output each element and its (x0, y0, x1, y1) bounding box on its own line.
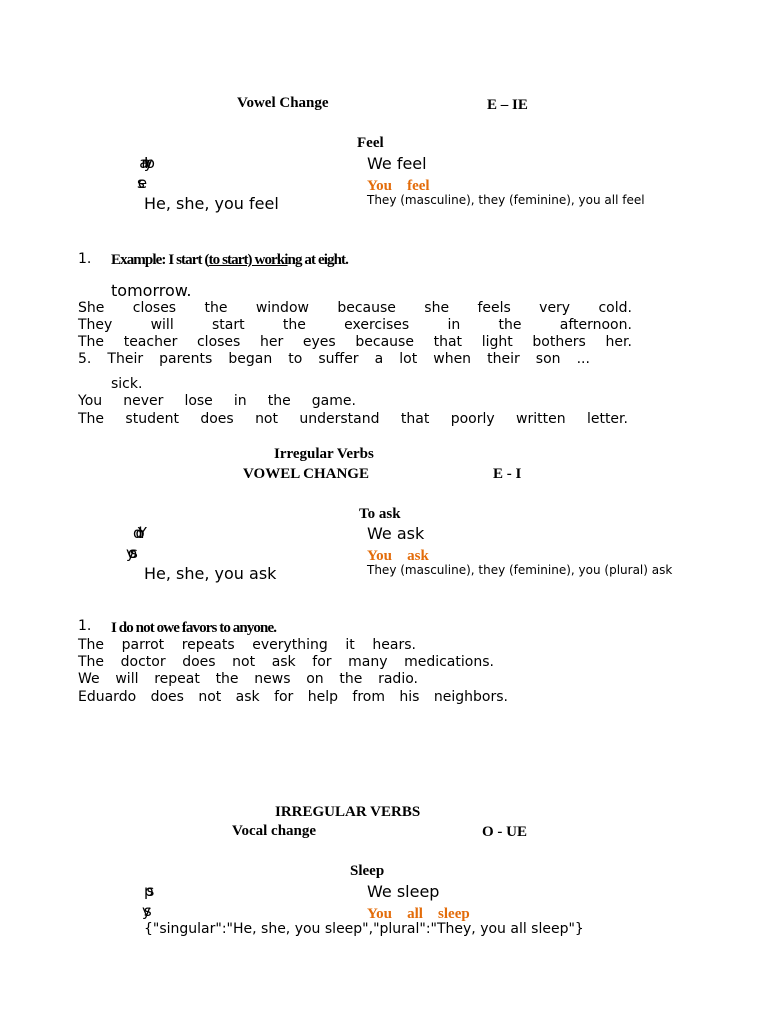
word: doctor (120, 654, 166, 670)
word: feels (477, 300, 511, 316)
vocal-change-pattern: O - UE (482, 824, 527, 840)
example-prefix: Example: I start ( (111, 252, 209, 268)
word: start (211, 317, 245, 333)
sentence-continuation: sick. (111, 376, 143, 392)
word: cold. (598, 300, 632, 316)
sentence-line (78, 393, 356, 409)
word: to (288, 351, 303, 367)
exercise-sentence-1: I do not owe favors to anyone. (111, 620, 277, 636)
word: the (204, 300, 228, 316)
vowel-change-title: Vowel Change (237, 95, 329, 111)
word: ... (576, 351, 590, 367)
word: the (282, 317, 306, 333)
word: in (447, 317, 461, 333)
word: not (232, 654, 256, 670)
word: student (125, 411, 179, 427)
vowel-change-pattern: E - I (493, 466, 522, 482)
word: hears. (372, 637, 416, 653)
plural-feel-word: feel (407, 178, 430, 194)
word: repeats (181, 637, 235, 653)
word: They (78, 317, 113, 333)
vowel-change-pattern: E – IE (487, 97, 528, 113)
word: poorly (450, 411, 495, 427)
word: from (352, 689, 385, 705)
word: The (78, 411, 105, 427)
word: on (306, 671, 324, 687)
word: window (255, 300, 309, 316)
vocal-change-title: Vocal change (232, 823, 317, 839)
plural-all-word: all (407, 906, 423, 922)
plural-sleep-word: sleep (438, 906, 470, 922)
word: not (255, 411, 278, 427)
word: her (260, 334, 284, 350)
word: lot (399, 351, 418, 367)
plural-they-ask: They (masculine), they (feminine), you (plural) ask (367, 563, 673, 577)
word: ask (235, 689, 260, 705)
word: radio. (378, 671, 418, 687)
word: closes (132, 300, 177, 316)
word: neighbors. (433, 689, 508, 705)
list-number: 1. (78, 251, 92, 267)
word: in (233, 393, 247, 409)
example-sentence (111, 252, 348, 269)
word: not (198, 689, 222, 705)
word: it (345, 637, 355, 653)
sentence-line (78, 334, 632, 350)
garbled-pronoun-line-2: se (137, 174, 141, 192)
plural-you-word: You (367, 548, 393, 564)
sentence-line (78, 411, 628, 427)
word: because (355, 334, 414, 350)
word: medications. (404, 654, 494, 670)
word: her. (605, 334, 632, 350)
word: 5. (78, 351, 92, 367)
word: ask (271, 654, 296, 670)
word: does (150, 689, 184, 705)
plural-we-sleep: We sleep (367, 882, 440, 901)
singular-third-person-ask: He, she, you ask (144, 564, 277, 583)
word: will (115, 671, 139, 687)
irregular-verbs-heading: Irregular Verbs (274, 446, 374, 462)
word: began (228, 351, 273, 367)
garbled-pronoun-line-2: ys (142, 902, 145, 920)
word: The (78, 637, 105, 653)
word: Their (107, 351, 144, 367)
word: does (200, 411, 234, 427)
verb-heading-feel: Feel (357, 135, 384, 151)
word: many (348, 654, 388, 670)
word: parrot (121, 637, 165, 653)
garbled-pronoun-line-2: yos (126, 544, 131, 562)
example-underlined: to start) worki (208, 252, 288, 268)
plural-they-feel: They (masculine), they (feminine), you all feel (367, 193, 645, 207)
sentence-line (78, 654, 494, 670)
sentence-line (78, 317, 632, 333)
word: afternoon. (559, 317, 632, 333)
word: will (150, 317, 174, 333)
word: that (400, 411, 430, 427)
garbled-pronoun-line-1: I anyo (144, 154, 148, 172)
verb-heading-sleep: Sleep (350, 863, 385, 879)
word: for (274, 689, 294, 705)
word: never (123, 393, 164, 409)
verb-heading-ask: To ask (359, 506, 401, 522)
irregular-verbs-heading: IRREGULAR VERBS (275, 804, 421, 820)
word: written (516, 411, 566, 427)
word: the (267, 393, 291, 409)
word: game. (311, 393, 356, 409)
word: letter. (586, 411, 628, 427)
plural-we-ask: We ask (367, 524, 425, 543)
json-text-line: {"singular":"He, she, you sleep","plural":"They, you all sleep"} (144, 921, 584, 937)
word: The (78, 654, 105, 670)
word: repeat (154, 671, 200, 687)
plural-you-word: You (367, 906, 393, 922)
word: lose (184, 393, 213, 409)
word: help (307, 689, 338, 705)
word: We (78, 671, 100, 687)
word: son (535, 351, 561, 367)
plural-we-feel: We feel (367, 154, 427, 173)
example-suffix: ng at eight. (287, 252, 348, 268)
word: the (498, 317, 522, 333)
word: their (487, 351, 520, 367)
sentence-line (78, 300, 632, 316)
word: bothers (532, 334, 586, 350)
list-number: 1. (78, 618, 92, 634)
singular-third-person-feel: He, she, you feel (144, 194, 279, 213)
word: news (254, 671, 291, 687)
word: Eduardo (78, 689, 137, 705)
word: suffer (318, 351, 359, 367)
word: eyes (302, 334, 336, 350)
sentence-line (78, 671, 418, 687)
plural-ask-word: ask (407, 548, 429, 564)
word: for (312, 654, 332, 670)
word: does (182, 654, 216, 670)
word: when (433, 351, 472, 367)
word: she (424, 300, 450, 316)
garbled-pronoun-line-1: ps (144, 882, 148, 900)
word: the (339, 671, 363, 687)
word: teacher (123, 334, 178, 350)
word: You (78, 393, 103, 409)
vowel-change-title: VOWEL CHANGE (243, 466, 369, 482)
word: The (78, 334, 105, 350)
word: his (399, 689, 420, 705)
word: everything (252, 637, 328, 653)
word: understand (299, 411, 380, 427)
sentence-line (78, 689, 508, 705)
word: She (78, 300, 105, 316)
word: parents (159, 351, 213, 367)
word: very (539, 300, 571, 316)
word: because (337, 300, 396, 316)
sentence-tomorrow: tomorrow. (111, 281, 192, 300)
word: closes (196, 334, 241, 350)
word: a (374, 351, 384, 367)
plural-you-feel (367, 175, 430, 195)
garbled-pronoun-line-1: doY (133, 524, 140, 542)
plural-you-ask (367, 545, 429, 565)
sentence-line (78, 637, 416, 653)
sentence-line (78, 351, 590, 367)
word: exercises (344, 317, 410, 333)
word: light (481, 334, 513, 350)
plural-you-all-sleep (367, 903, 470, 923)
word: the (215, 671, 239, 687)
word: that (433, 334, 463, 350)
plural-you-word: You (367, 178, 393, 194)
